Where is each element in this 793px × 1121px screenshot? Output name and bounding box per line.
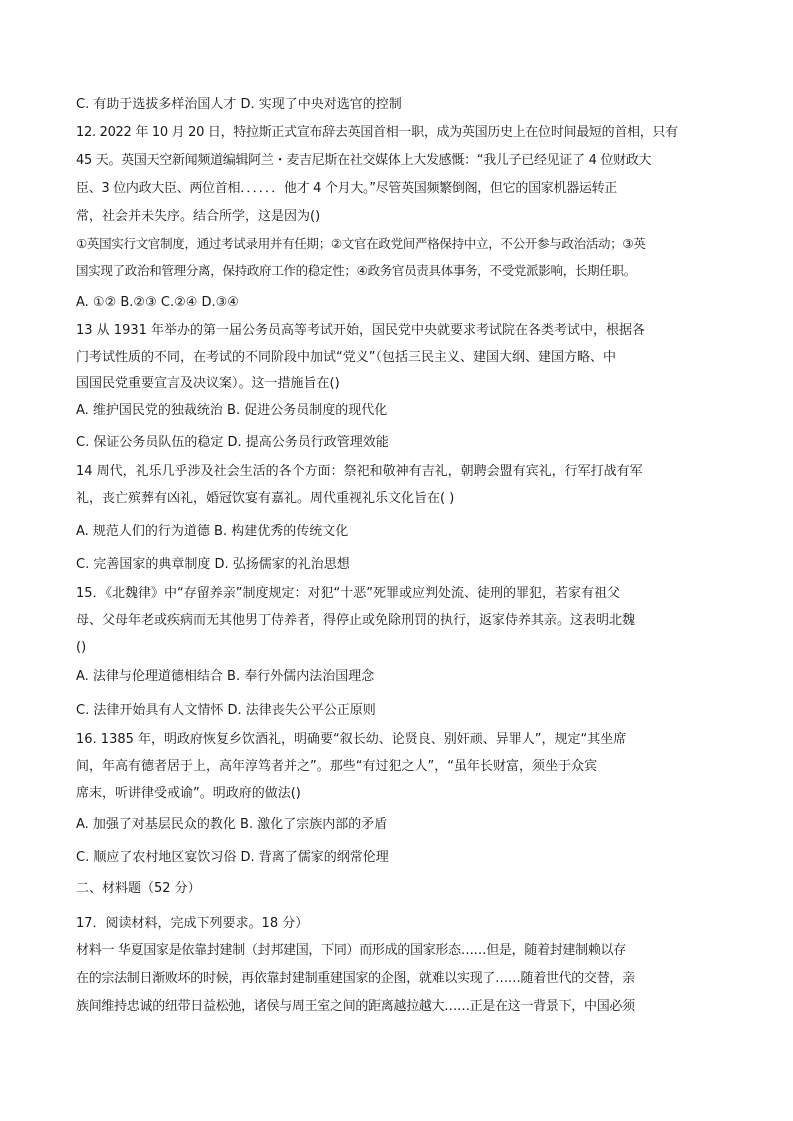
q17-material-line-2: 在的宗法制日渐败坏的时候，再依靠封建制重建国家的企图，就难以实现了……随着世代的交替，亲 bbox=[76, 971, 635, 986]
q12-stem-line-1: 12. 2022 年 10 月 20 日，特拉斯正式宣布辞去英国首相一职，成为英国历史上在位时间最短的首相，只有 bbox=[76, 125, 678, 140]
q14-stem-line-2: 礼，丧亡殡葬有凶礼，婚冠饮宴有嘉礼。周代重视礼乐文化旨在( ) bbox=[76, 491, 455, 506]
q13-stem-line-3: 国国民党重要宣言及决议案）。这一措施旨在() bbox=[76, 376, 340, 391]
q12-statements-line-1: ①英国实行文官制度，通过考试录用并有任期；②文官在政党间严格保持中立，不公开参与政治活动；③英 bbox=[76, 236, 646, 251]
q11-options-cd: C. 有助于选拔多样治国人才 D. 实现了中央对选官的控制 bbox=[76, 97, 402, 112]
q12-statements-line-2: 国实现了政治和管理分离，保持政府工作的稳定性；④政务官员责具体事务，不受党派影响，长期任职。 bbox=[76, 263, 636, 278]
q13-stem-line-1: 13 从 1931 年举办的第一届公务员高等考试开始，国民党中央就要求考试院在各类考试中，根据各 bbox=[76, 323, 646, 338]
q12-stem-line-2: 45 天。英国天空新闻频道编辑阿兰・麦吉尼斯在社交媒体上大发感慨：“我儿子已经见证了 4 位财政大 bbox=[76, 153, 652, 168]
q15-options-cd: C. 法律开始具有人文情怀 D. 法律丧失公平公正原则 bbox=[76, 703, 376, 718]
section-heading: 二、材料题（52 分） bbox=[76, 881, 201, 896]
q13-stem-line-2: 门考试性质的不同，在考试的不同阶段中加试“党义”（包括三民主义、建国大纲、建国方略、中 bbox=[76, 350, 616, 365]
q14-options-ab: A. 规范人们的行为道德 B. 构建优秀的传统文化 bbox=[76, 524, 349, 539]
q15-options-ab: A. 法律与伦理道德相结合 B. 奉行外儒内法治国理念 bbox=[76, 669, 375, 684]
q17-material-line-1: 材料一 华夏国家是依靠封建制（封邦建国，下同）而形成的国家形态……但是，随着封建制赖以存 bbox=[76, 943, 626, 958]
q12-options: A. ①② B.②③ C.②④ D.③④ bbox=[76, 295, 239, 310]
q14-stem-line-1: 14 周代，礼乐几乎涉及社会生活的各个方面：祭祀和敬神有吉礼，朝聘会盟有宾礼，行军打战有军 bbox=[76, 464, 643, 479]
q16-stem-line-3: 席末，听讲律受戒谕”。明政府的做法() bbox=[76, 786, 301, 801]
q13-options-cd: C. 保证公务员队伍的稳定 D. 提高公务员行政管理效能 bbox=[76, 435, 389, 450]
q17-instruction: 17．阅读材料，完成下列要求。18 分） bbox=[76, 916, 309, 931]
q17-material-line-3: 族间维持忠诚的纽带日益松弛，诸侯与周王室之间的距离越拉越大……正是在这一背景下，中国必须 bbox=[76, 999, 635, 1014]
q12-stem-line-4: 常，社会并未失序。结合所学，这是因为() bbox=[76, 209, 321, 224]
q16-options-cd: C. 顺应了农村地区宴饮习俗 D. 背离了儒家的纲常伦理 bbox=[76, 850, 389, 865]
q13-options-ab: A. 维护国民党的独裁统治 B. 促进公务员制度的现代化 bbox=[76, 403, 388, 418]
q15-stem-line-3: () bbox=[76, 640, 87, 655]
q15-stem-line-1: 15．《北魏律》中“存留养亲”制度规定：对犯“十恶”死罪或应判处流、徒刑的罪犯，若家有祖父 bbox=[76, 586, 620, 601]
q15-stem-line-2: 母、父母年老或疾病而无其他男丁侍养者，得停止或免除刑罚的执行，返家侍养其亲。这表明北魏 bbox=[76, 613, 636, 628]
q16-stem-line-1: 16. 1385 年，明政府恢复乡饮酒礼，明确要“叙长幼、论贤良、别奸顽、异罪人”，规定“其坐席 bbox=[76, 732, 627, 747]
q12-stem-line-3: 臣、3 位内政大臣、两位首相．．．．．．他才 4 个月大。”尽管英国频繁倒阁，但它的国家机器运转正 bbox=[76, 181, 617, 196]
q16-options-ab: A. 加强了对基层民众的教化 B. 激化了宗族内部的矛盾 bbox=[76, 817, 388, 832]
q14-options-cd: C. 完善国家的典章制度 D. 弘扬儒家的礼治思想 bbox=[76, 557, 350, 572]
q16-stem-line-2: 间，年高有德者居于上，高年淳笃者并之”。那些“有过犯之人”，“虽年长财富，须坐于众宾 bbox=[76, 759, 597, 774]
